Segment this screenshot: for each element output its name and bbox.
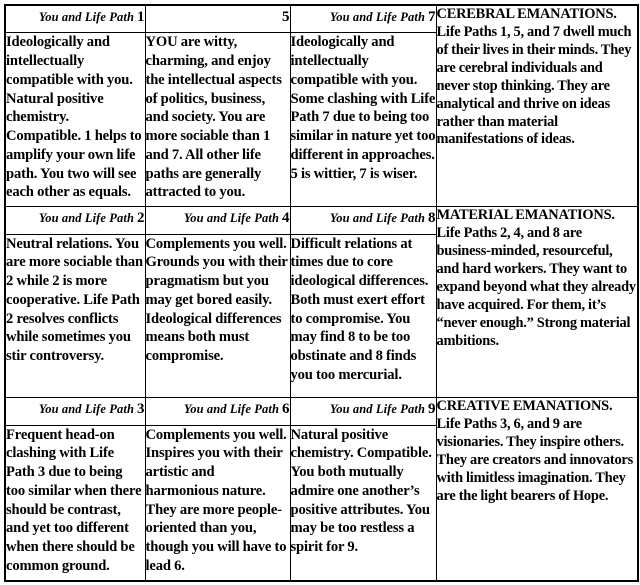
content-cell-5: YOU are witty, charming, and enjoy the intellectual aspects of politics, business, and society. You are more sociable than 1 and 7. All other life paths are generally attracted to you.: [145, 33, 290, 207]
header-prefix-label: You and Life Path: [38, 10, 134, 24]
table-row: [5, 207, 638, 234]
summary-cell-cerebral: [436, 5, 638, 207]
header-prefix-label: You and Life Path: [329, 211, 425, 226]
header-prefix-label: You and Life Path: [38, 211, 134, 226]
life-path-compatibility-table: [4, 4, 639, 582]
content-cell-1: Ideologically and intellectually compatible with you. Natural positive chemistry. Compatible. 1 helps to amplify your own life path. You two will see each other as equals.: [5, 33, 145, 207]
header-number: 8: [428, 210, 436, 227]
summary-cell-material: [436, 207, 638, 398]
summary-cell-creative: [436, 398, 638, 581]
header-cell-3: [5, 398, 145, 425]
content-cell-3: Frequent head-on clashing with Life Path 3 due to being too similar when there should be contrast, and yet too different when there should be common ground.: [5, 425, 145, 581]
content-cell-8: Difficult relations at times due to core ideological differences. Both must exert effort to compromise. You may find 8 to be too obstinate and 8 finds you too mercurial.: [290, 234, 436, 398]
header-number: 2: [137, 210, 145, 227]
table-row: [5, 398, 638, 425]
header-number: 6: [282, 401, 290, 418]
header-number: 7: [428, 9, 436, 25]
content-cell-6: Complements you well. Inspires you with their artistic and harmonious nature. They are more people-oriented than you, though you will have to lead 6.: [145, 425, 290, 581]
content-cell-2: Neutral relations. You are more sociable than 2 while 2 is more cooperative. Life Path 2 resolves conflicts while sometimes you stir controversy.: [5, 234, 145, 398]
header-cell-9: [290, 398, 436, 425]
summary-body: Life Paths 2, 4, and 8 are business-minded, resourceful, and hard workers. They want to expand beyond what they already have acquired. For them, it’s “never enough.” Strong material ambitions.: [436, 225, 636, 349]
header-cell-4: [145, 207, 290, 234]
summary-title: MATERIAL EMANATIONS.: [436, 207, 615, 224]
header-number: 3: [137, 401, 145, 418]
header-prefix-label: You and Life Path: [38, 402, 134, 417]
header-cell-8: [290, 207, 436, 234]
header-prefix-label: You and Life Path: [183, 211, 279, 226]
header-cell-6: [145, 398, 290, 425]
summary-title: CREATIVE EMANATIONS.: [436, 398, 613, 415]
header-prefix-label: You and Life Path: [183, 402, 279, 417]
header-number: 4: [282, 210, 290, 227]
summary-body: Life Paths 1, 5, and 7 dwell much of their lives in their minds. They are cerebral individuals and never stop thinking. They are analytical and thrive on ideas rather than material manifestations of ideas.: [436, 23, 632, 148]
header-prefix-label: You and Life Path: [329, 10, 425, 24]
header-cell-5: [145, 5, 290, 33]
header-number: 9: [428, 401, 436, 418]
header-number: 1: [137, 9, 145, 25]
content-cell-7: Ideologically and intellectually compatible with you. Some clashing with Life Path 7 due to being too similar in nature yet too different in approaches. 5 is wittier, 7 is wiser.: [290, 33, 436, 207]
content-cell-4: Complements you well. Grounds you with their pragmatism but you may get bored easily. Ideological differences means both must compromise.: [145, 234, 290, 398]
table-body: [5, 5, 638, 581]
table-row: [5, 5, 638, 33]
header-cell-7: [290, 5, 436, 33]
header-cell-1: [5, 5, 145, 33]
header-cell-2: [5, 207, 145, 234]
header-prefix-label: You and Life Path: [329, 402, 425, 417]
summary-body: Life Paths 3, 6, and 9 are visionaries. They inspire others. They are creators and innovators with limitless imagination. They are the light bearers of Hope.: [436, 416, 634, 504]
summary-title: CEREBRAL EMANATIONS.: [436, 6, 617, 22]
content-cell-9: Natural positive chemistry. Compatible. You both mutually admire one another’s positive attributes. You may be too restless a spirit for 9.: [290, 425, 436, 581]
header-number: 5: [282, 9, 290, 25]
